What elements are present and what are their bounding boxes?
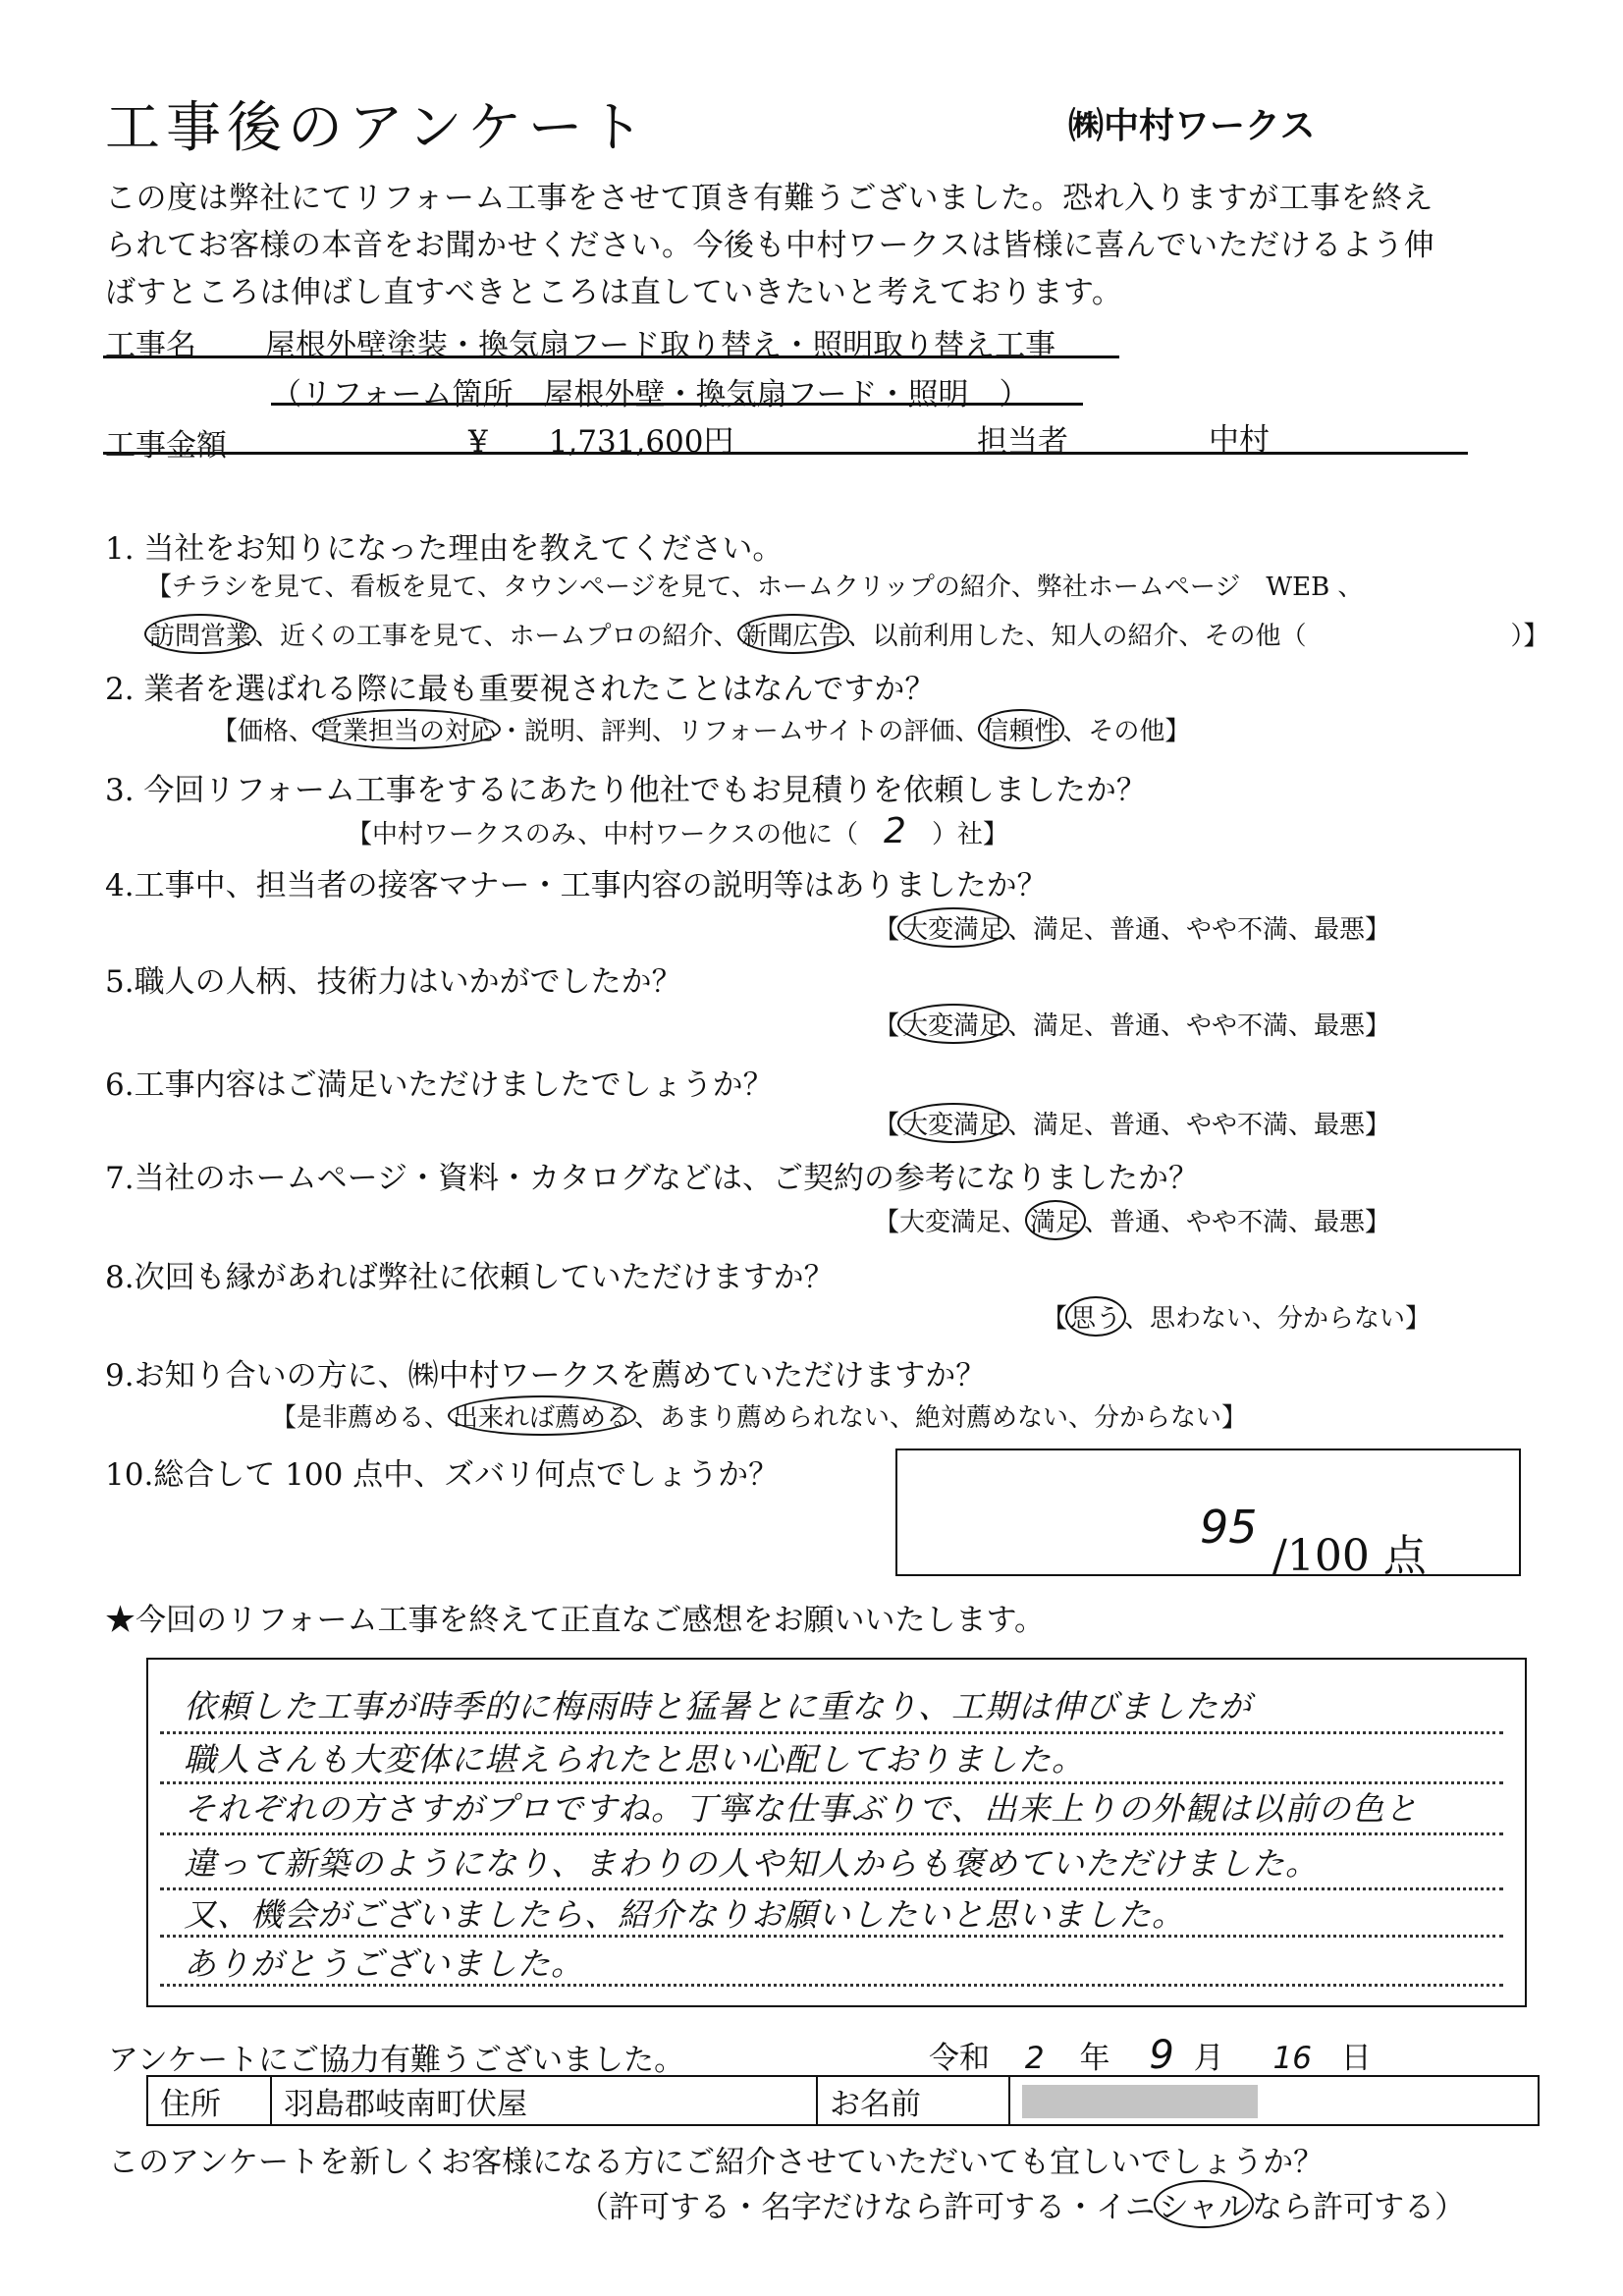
answer-options-text: 【 bbox=[1042, 1304, 1068, 1334]
answer-options-text: 、満足、普通、やや不満、最悪】 bbox=[1007, 1011, 1391, 1041]
date-era: 令和 bbox=[929, 2041, 990, 2076]
answer-options bbox=[1042, 1298, 1431, 1335]
page-title: 工事後のアンケート bbox=[105, 96, 650, 160]
intro-line: ばすところは伸ばし直すべきところは直していきたいと考えております。 bbox=[105, 275, 1123, 310]
question-2: 2. 業者を選ばれる際に最も重要視されたことはなんですか？ bbox=[105, 672, 936, 707]
selected-answer: 営業担当の対応 bbox=[312, 709, 501, 749]
dotted-rule bbox=[160, 1984, 1503, 1987]
answer-options-text: 、あまり薦められない、絶対薦めない、分からない】 bbox=[634, 1403, 1248, 1433]
selected-answer: 出来れば薦める bbox=[448, 1395, 636, 1436]
comment-box bbox=[146, 1658, 1527, 2007]
selected-answer: 大変満足 bbox=[897, 907, 1009, 948]
address-table bbox=[146, 2075, 1540, 2126]
answer-options bbox=[874, 1006, 1390, 1042]
date bbox=[929, 2033, 1372, 2078]
permission-question: このアンケートを新しくお客様になる方にご紹介させていただいても宜しいでしょうか？ bbox=[108, 2145, 1325, 2180]
answer-options-text: 、思わない、分からない】 bbox=[1124, 1304, 1432, 1334]
answer-options-text: 【 bbox=[874, 1111, 900, 1140]
selected-answer: 思う bbox=[1065, 1296, 1126, 1337]
amount-label: 工事金額 bbox=[105, 428, 227, 464]
name-value bbox=[1009, 2076, 1539, 2125]
answer-options-text: 【チラシを見て、看板を見て、タウンページを見て、ホームクリップの紹介、弊社ホームページ WEB 、 bbox=[146, 573, 1364, 602]
redacted-name bbox=[1022, 2085, 1258, 2118]
answer-options bbox=[146, 616, 1549, 652]
divider bbox=[103, 355, 1119, 358]
selected-answer: 満足 bbox=[1025, 1200, 1086, 1240]
answer-options-text: 、近くの工事を見て、ホームプロの紹介、 bbox=[254, 622, 739, 651]
comment-line: それぞれの方さすがプロですね。丁寧な仕事ぶりで、出来上りの外観は以前の色と bbox=[184, 1789, 1419, 1828]
answer-options-text: 【 bbox=[874, 1011, 900, 1041]
question-8: 8.次回も縁があれば弊社に依頼していただけますか？ bbox=[105, 1260, 835, 1295]
answer-options-text: 【大変満足、 bbox=[874, 1208, 1028, 1237]
selected-answer: 信頼性 bbox=[978, 709, 1064, 749]
dotted-rule bbox=[160, 1935, 1503, 1938]
address-value: 羽島郡岐南町伏屋 bbox=[271, 2076, 817, 2125]
score-value: 95 bbox=[1200, 1501, 1258, 1554]
comment-line: 依頼した工事が時季的に梅雨時と猛暑とに重なり、工期は伸びましたが bbox=[184, 1687, 1252, 1725]
answer-options-text: 【価格、 bbox=[212, 717, 315, 746]
date-year: 2 bbox=[1024, 2041, 1045, 2076]
date-month: 9 bbox=[1149, 2033, 1174, 2078]
thanks-text: アンケートにご協力有難うございました。 bbox=[108, 2043, 685, 2078]
question-5: 5.職人の人柄、技術力はいかがでしたか？ bbox=[105, 964, 682, 1000]
answer-options-text: （許可する・名字だけなら許可する・イニ bbox=[578, 2190, 1156, 2225]
intro-line: この度は弊社にてリフォーム工事をさせて頂き有難うございました。恐れ入りますが工事を終え bbox=[105, 181, 1434, 216]
amount-value: ¥ 1,731,600円 bbox=[468, 424, 734, 460]
intro-line: られてお客様の本音をお聞かせください。今後も中村ワークスは皆様に喜んでいただけるよう伸 bbox=[105, 228, 1435, 263]
question-6: 6.工事内容はご満足いただけましたでしょうか？ bbox=[105, 1067, 774, 1103]
selected-answer: 大変満足 bbox=[897, 1004, 1009, 1044]
score-suffix: /100 点 bbox=[1272, 1531, 1427, 1581]
handwritten-answer: 2 bbox=[884, 811, 906, 851]
date-day: 16 bbox=[1272, 2041, 1312, 2076]
answer-options bbox=[874, 909, 1390, 946]
divider bbox=[103, 452, 1468, 455]
question-9: 9.お知り合いの方に、㈱中村ワークスを薦めていただけますか？ bbox=[105, 1358, 987, 1394]
selected-answer: シャル bbox=[1154, 2180, 1254, 2228]
answer-options bbox=[212, 711, 1190, 747]
project-name: 屋根外壁塗装・換気扇フード取り替え・照明取り替え工事 bbox=[265, 328, 1056, 363]
comment-line: 違って新築のようになり、まわりの人や知人からも褒めていただけました。 bbox=[184, 1844, 1319, 1883]
answer-options-text: 、満足、普通、やや不満、最悪】 bbox=[1007, 915, 1391, 945]
project-location: （リフォーム箇所 屋根外壁・換気扇フード・照明 ） bbox=[271, 377, 1030, 412]
selected-answer: 新聞広告 bbox=[737, 614, 849, 654]
answer-options-text: 【中村ワークスのみ、中村ワークスの他に（ bbox=[347, 820, 885, 849]
selected-answer: 大変満足 bbox=[897, 1103, 1009, 1143]
comment-line: 又、機会がございましたら、紹介なりお願いしたいと思いました。 bbox=[184, 1895, 1185, 1934]
project-name-label: 工事名 bbox=[105, 328, 196, 363]
comment-line: 職人さんも大変体に堪えられたと思い心配しておりました。 bbox=[184, 1740, 1085, 1778]
answer-options-text: 、普通、やや不満、最悪】 bbox=[1084, 1208, 1391, 1237]
answer-options-text: 、以前利用した、知人の紹介、その他（ ）】 bbox=[846, 622, 1549, 651]
question-1: 1. 当社をお知りになった理由を教えてください。 bbox=[105, 531, 784, 567]
answer-options-text: 【 bbox=[874, 915, 900, 945]
staff-label: 担当者 bbox=[977, 424, 1068, 460]
name-label: お名前 bbox=[817, 2076, 1009, 2125]
date-day-label: 日 bbox=[1340, 2041, 1372, 2076]
question-3: 3. 今回リフォーム工事をするにあたり他社でもお見積りを依頼しましたか？ bbox=[105, 773, 1147, 808]
answer-options bbox=[874, 1202, 1390, 1238]
divider bbox=[271, 403, 1083, 406]
date-year-label: 年 bbox=[1079, 2041, 1110, 2076]
dotted-rule bbox=[160, 1832, 1503, 1835]
comment-line: ありがとうございました。 bbox=[184, 1944, 584, 1983]
question-4: 4.工事中、担当者の接客マナー・工事内容の説明等はありましたか？ bbox=[105, 868, 1048, 903]
answer-options-text: なら許可する） bbox=[1252, 2190, 1466, 2225]
answer-options bbox=[271, 1397, 1247, 1434]
answer-options-text: 、満足、普通、やや不満、最悪】 bbox=[1007, 1111, 1391, 1140]
answer-options-text: 【是非薦める、 bbox=[271, 1403, 451, 1433]
answer-options bbox=[146, 567, 1363, 603]
question-7: 7.当社のホームページ・資料・カタログなどは、ご契約の参考になりましたか？ bbox=[105, 1161, 1199, 1196]
address-label: 住所 bbox=[147, 2076, 271, 2125]
comment-prompt: ★今回のリフォーム工事を終えて正直なご感想をお願いいたします。 bbox=[105, 1603, 1045, 1638]
staff-name: 中村 bbox=[1209, 422, 1270, 458]
answer-options-text: ）社】 bbox=[905, 820, 1008, 849]
question-10: 10.総合して 100 点中、ズバリ何点でしょうか？ bbox=[105, 1457, 780, 1493]
answer-options bbox=[347, 811, 1008, 851]
answer-options-text: ・説明、評判、リフォームサイトの評価、 bbox=[499, 717, 981, 746]
date-month-label: 月 bbox=[1193, 2041, 1224, 2076]
company-name: ㈱中村ワークス bbox=[1068, 106, 1316, 146]
permission-options bbox=[578, 2182, 1465, 2226]
answer-options-text: 、その他】 bbox=[1062, 717, 1191, 746]
answer-options bbox=[874, 1105, 1390, 1141]
selected-answer: 訪問営業 bbox=[144, 614, 256, 654]
